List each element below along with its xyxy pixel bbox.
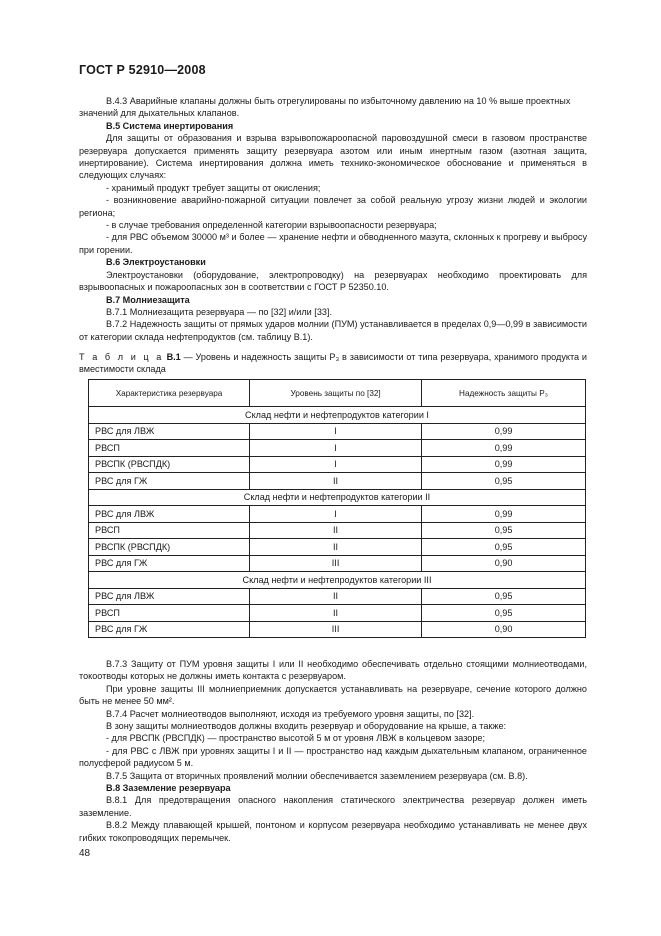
protection-level-cell: III bbox=[250, 621, 422, 638]
tank-type-cell: РВС для ЛВЖ bbox=[89, 506, 250, 523]
protection-level-cell: II bbox=[250, 522, 422, 539]
tank-type-cell: РВСПК (РВСПДК) bbox=[89, 456, 250, 473]
section-heading: В.5 Система инертирования bbox=[106, 120, 234, 131]
paragraph: В.7.2 Надежность защиты от прямых ударов молнии (ПУМ) устанавливается в пределах 0,9—0,99 в зависимости от категории склада нефтепродуктов (см. таблицу В.1). bbox=[79, 319, 587, 342]
paragraph: При уровне защиты III молниеприемник допускается устанавливать на резервуаре, сечение которого должно быть не менее 50 мм². bbox=[79, 683, 587, 707]
paragraph: - в случае требования определенной категории взрывоопасности резервуара; bbox=[106, 220, 437, 231]
protection-reliability-cell: 0,95 bbox=[422, 588, 586, 605]
table-body bbox=[89, 407, 586, 638]
protection-reliability-cell: 0,95 bbox=[422, 522, 586, 539]
protection-level-cell: I bbox=[250, 423, 422, 440]
table-row bbox=[89, 456, 586, 473]
protection-reliability-cell: 0,95 bbox=[422, 473, 586, 490]
page-header-title: ГОСТ Р 52910—2008 bbox=[79, 63, 206, 77]
table-group-row bbox=[89, 407, 586, 424]
protection-level-cell: I bbox=[250, 440, 422, 457]
table-row bbox=[89, 423, 586, 440]
protection-level-cell: II bbox=[250, 473, 422, 490]
tank-type-cell: РВС для ГЖ bbox=[89, 473, 250, 490]
tank-type-cell: РВСПК (РВСПДК) bbox=[89, 539, 250, 556]
protection-reliability-cell: 0,99 bbox=[422, 423, 586, 440]
table-caption-prefix: Т а б л и ц а bbox=[79, 352, 164, 362]
paragraph: - возникновение аварийно-пожарной ситуации повлечет за собой реальную угрозу жизни людей и экологии региона; bbox=[79, 195, 587, 218]
top-text-block bbox=[79, 95, 587, 343]
tank-type-cell: РВСП bbox=[89, 605, 250, 622]
table-row bbox=[89, 522, 586, 539]
table-row bbox=[89, 539, 586, 556]
protection-reliability-cell: 0,99 bbox=[422, 440, 586, 457]
table-header-cell: Характеристика резервуара bbox=[89, 380, 250, 407]
table-row bbox=[89, 605, 586, 622]
paragraph: - для РВСПК (РВСПДК) — пространство высотой 5 м от уровня ЛВЖ в кольцевом зазоре; bbox=[106, 733, 485, 744]
paragraph: В зону защиты молниеотводов должны входить резервуар и оборудование на крыше, а также: bbox=[106, 721, 507, 732]
table-row bbox=[89, 506, 586, 523]
tank-type-cell: РВС для ГЖ bbox=[89, 555, 250, 572]
table-group-title: Склад нефти и нефтепродуктов категории II bbox=[89, 489, 586, 506]
table-group-title: Склад нефти и нефтепродуктов категории I bbox=[89, 407, 586, 424]
section-heading: В.6 Электроустановки bbox=[106, 257, 206, 268]
table-row bbox=[89, 555, 586, 572]
table-caption bbox=[79, 351, 587, 376]
table-row bbox=[89, 473, 586, 490]
tank-type-cell: РВС для ЛВЖ bbox=[89, 588, 250, 605]
paragraph: В.7.5 Защита от вторичных проявлений молнии обеспечивается заземлением резервуара (см. В.8). bbox=[106, 770, 528, 781]
table-group-row bbox=[89, 572, 586, 589]
page-number: 48 bbox=[79, 848, 91, 859]
table-row bbox=[89, 440, 586, 457]
paragraph: В.7.3 Защиту от ПУМ уровня защиты I или II необходимо обеспечивать отдельно стоящими молниеотводами, токоотводы которых не должны иметь контакта с резервуаром. bbox=[79, 659, 587, 682]
protection-reliability-cell: 0,99 bbox=[422, 456, 586, 473]
paragraph: Электроустановки (оборудование, электропроводку) на резервуарах необходимо проектировать для взрывоопасных и пожароопасных зон в соответствии с ГОСТ Р 52350.10. bbox=[79, 269, 587, 293]
protection-level-cell: I bbox=[250, 506, 422, 523]
protection-table bbox=[88, 379, 586, 638]
protection-reliability-cell: 0,99 bbox=[422, 506, 586, 523]
protection-reliability-cell: 0,90 bbox=[422, 621, 586, 638]
paragraph: значений для дыхательных клапанов. bbox=[79, 108, 240, 119]
protection-level-cell: I bbox=[250, 456, 422, 473]
protection-level-cell: II bbox=[250, 539, 422, 556]
protection-reliability-cell: 0,95 bbox=[422, 539, 586, 556]
tank-type-cell: РВС для ГЖ bbox=[89, 621, 250, 638]
tank-type-cell: РВС для ЛВЖ bbox=[89, 423, 250, 440]
table-header-cell: Надежность защиты P₃ bbox=[422, 380, 586, 407]
protection-reliability-cell: 0,90 bbox=[422, 555, 586, 572]
table-caption-label: В.1 bbox=[166, 352, 181, 362]
paragraph: В.7.4 Расчет молниеотводов выполняют, исходя из требуемого уровня защиты, по [32]. bbox=[106, 708, 475, 719]
table-row bbox=[89, 621, 586, 638]
table-header-cell: Уровень защиты по [32] bbox=[250, 380, 422, 407]
table-group-row bbox=[89, 489, 586, 506]
protection-level-cell: III bbox=[250, 555, 422, 572]
protection-level-cell: II bbox=[250, 605, 422, 622]
paragraph: - для РВС объемом 30000 м³ и более — хранение нефти и обводненного мазута, склонных к прогреву и выбросу при горении. bbox=[79, 232, 587, 255]
table-row bbox=[89, 588, 586, 605]
protection-level-cell: II bbox=[250, 588, 422, 605]
paragraph: - для РВС с ЛВЖ при уровнях защиты I и II — пространство над каждым дыхательным клапаном, ограниченное полусферой радиусом 5 м. bbox=[79, 745, 587, 769]
paragraph: В.4.3 Аварийные клапаны должны быть отрегулированы по избыточному давлению на 10 % выше проектных bbox=[106, 96, 571, 106]
paragraph: Для защиты от образования и взрыва взрывопожароопасной паровоздушной смеси в газовом пространстве резервуара допускается применять защиту резервуара азотом или иным инертным газом (азотная защита, инертирование). Система инертирования должна иметь технико-экономическое обоснование и применяться в следующих случаях: bbox=[79, 133, 587, 181]
section-heading: В.8 Заземление резервуара bbox=[106, 783, 231, 794]
table-caption-text: — Уровень и надежность защиты P₃ в зависимости от типа резервуара, хранимого продукта и вместимости склада bbox=[79, 352, 587, 375]
paragraph: В.7.1 Молниезащита резервуара — по [32] и/или [33]. bbox=[106, 306, 332, 317]
table-header-row bbox=[89, 380, 586, 407]
table-group-title: Склад нефти и нефтепродуктов категории III bbox=[89, 572, 586, 589]
tank-type-cell: РВСП bbox=[89, 440, 250, 457]
tank-type-cell: РВСП bbox=[89, 522, 250, 539]
paragraph: - хранимый продукт требует защиты от окисления; bbox=[106, 182, 321, 193]
bottom-text-block bbox=[79, 658, 587, 844]
protection-reliability-cell: 0,95 bbox=[422, 605, 586, 622]
paragraph: В.8.1 Для предотвращения опасного накопления статического электричества резервуар должен иметь заземление. bbox=[79, 795, 587, 818]
paragraph: В.8.2 Между плавающей крышей, понтоном и корпусом резервуара необходимо устанавливать не менее двух гибких токопроводящих перемычек. bbox=[79, 820, 587, 843]
section-heading: В.7 Молниезащита bbox=[106, 294, 190, 305]
